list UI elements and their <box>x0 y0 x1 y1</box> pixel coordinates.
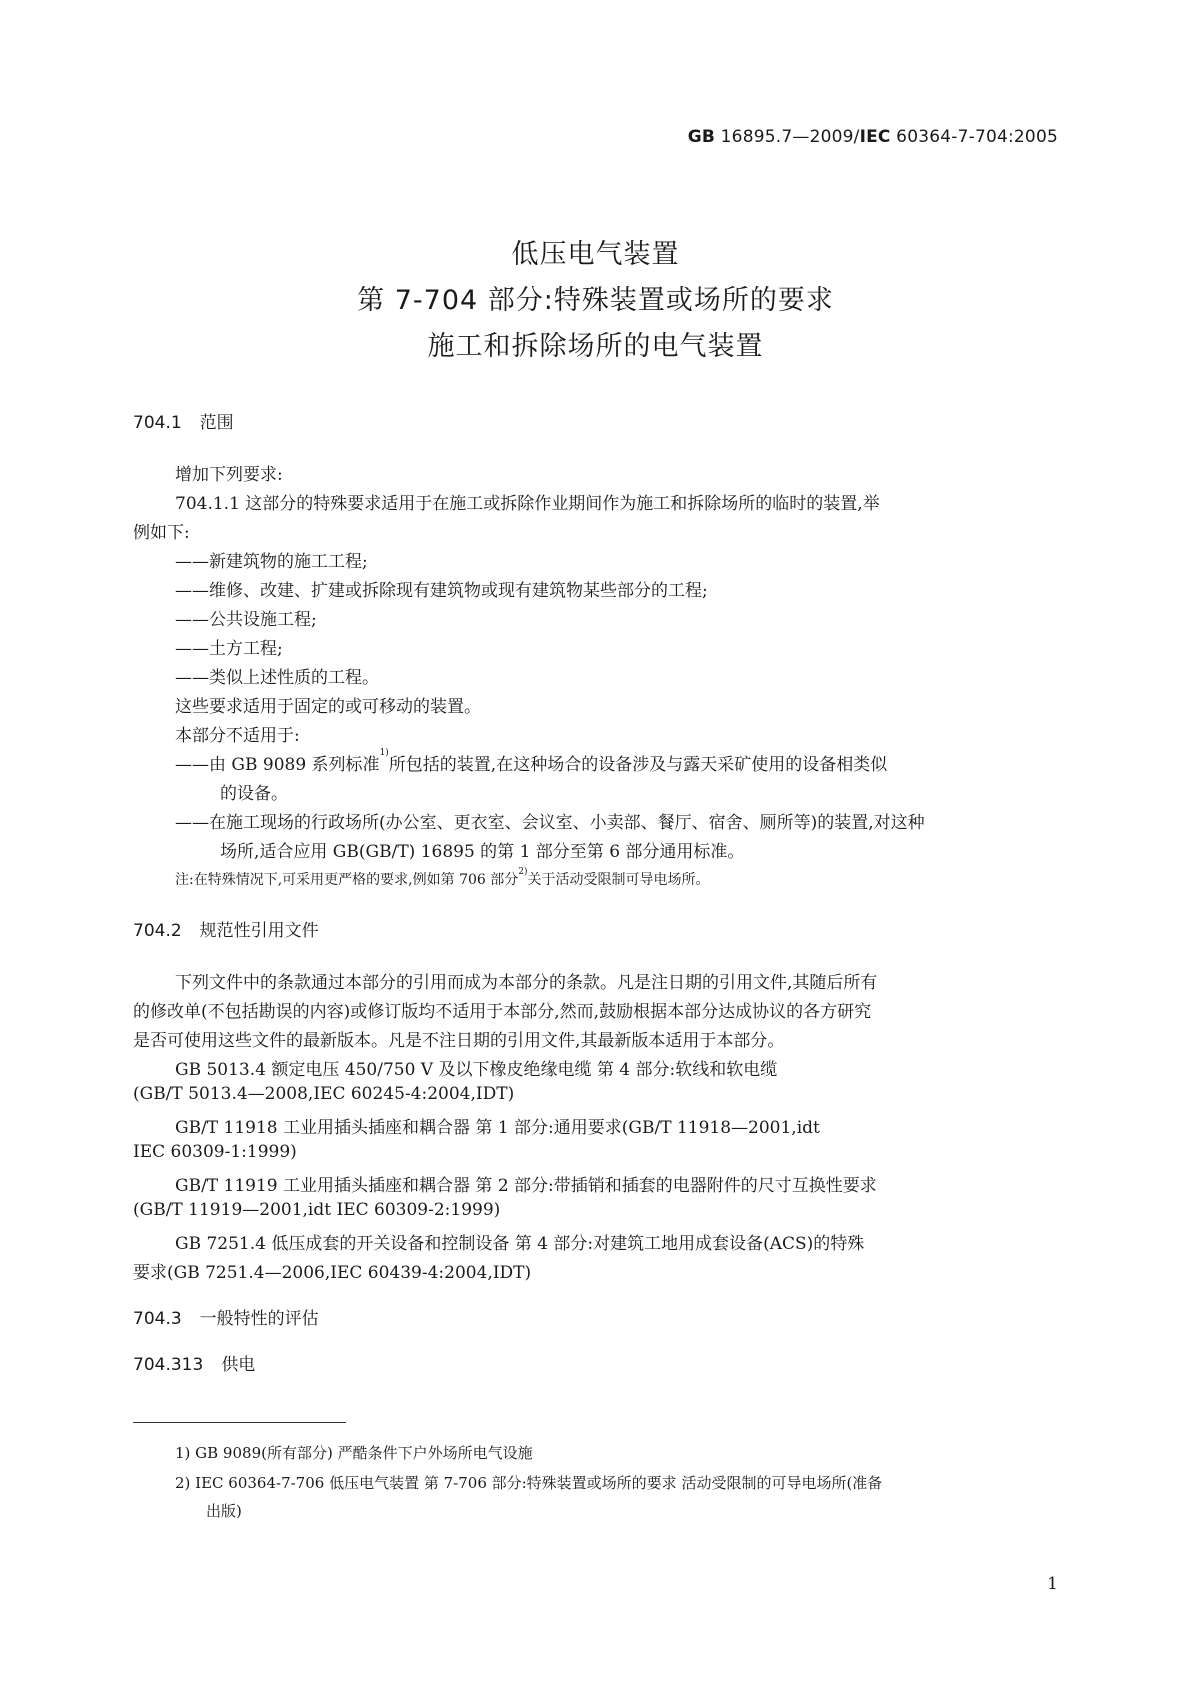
section-number: 704.2 <box>133 921 182 941</box>
section-title: 规范性引用文件 <box>199 921 319 941</box>
note-text: 关于活动受限制可导电场所。 <box>527 872 710 888</box>
section-heading-704-2 <box>133 916 319 941</box>
section-heading-704-3 <box>133 1304 319 1329</box>
std-iec: IEC <box>859 127 891 147</box>
footnote-2: 2) IEC 60364-7-706 低压电气装置 第 7-706 部分:特殊装置或场所的要求 活动受限制的可导电场所(准备 <box>175 1474 883 1492</box>
reference-item: GB 5013.4 额定电压 450/750 V 及以下橡皮绝缘电缆 第 4 部分:软线和软电缆 <box>175 1060 778 1080</box>
exclusion-item-cont: 场所,适合应用 GB(GB/T) 16895 的第 1 部分至第 6 部分通用标准。 <box>220 842 745 862</box>
note <box>175 869 710 889</box>
exclusion-text: 所包括的装置,在这种场合的设备涉及与露天采矿使用的设备相类似 <box>388 755 888 775</box>
paragraph-cont: 是否可使用这些文件的最新版本。凡是不注日期的引用文件,其最新版本适用于本部分。 <box>133 1031 785 1051</box>
footnote-ref: 2) <box>518 867 528 877</box>
footnote-divider <box>133 1422 346 1423</box>
list-item: ——类似上述性质的工程。 <box>175 668 379 688</box>
list-item: ——公共设施工程; <box>175 610 317 630</box>
section-title: 范围 <box>199 413 234 433</box>
section-heading-704-313 <box>133 1350 255 1375</box>
title-line-3: 施工和拆除场所的电气装置 <box>427 331 764 362</box>
clause-704-1-1-cont: 例如下: <box>133 523 190 543</box>
section-number: 704.1 <box>133 413 182 433</box>
standard-number <box>688 127 1058 147</box>
reference-item-cont: 要求(GB 7251.4—2006,IEC 60439-4:2004,IDT) <box>133 1263 532 1283</box>
list-item: ——维修、改建、扩建或拆除现有建筑物或现有建筑物某些部分的工程; <box>175 581 708 601</box>
reference-item-cont: IEC 60309-1:1999) <box>133 1142 297 1162</box>
reference-item-cont: (GB/T 11919—2001,idt IEC 60309-2:1999) <box>133 1200 501 1220</box>
list-item: ——新建筑物的施工工程; <box>175 552 368 572</box>
section-number: 704.3 <box>133 1309 182 1329</box>
paragraph: 这些要求适用于固定的或可移动的装置。 <box>175 697 481 717</box>
list-item: ——土方工程; <box>175 639 283 659</box>
page-number: 1 <box>1047 1574 1058 1594</box>
paragraph-cont: 的修改单(不包括勘误的内容)或修订版均不适用于本部分,然而,鼓励根据本部分达成协议的各方研究 <box>133 1002 872 1022</box>
exclusion-item-cont: 的设备。 <box>220 784 288 804</box>
footnote-ref: 1) <box>379 748 389 758</box>
reference-item: GB 7251.4 低压成套的开关设备和控制设备 第 4 部分:对建筑工地用成套设备(ACS)的特殊 <box>175 1234 865 1254</box>
reference-item-cont: (GB/T 5013.4—2008,IEC 60245-4:2004,IDT) <box>133 1084 515 1104</box>
std-rest-1: 16895.7—2009/ <box>715 127 860 147</box>
title-line-2: 第 7-704 部分:特殊装置或场所的要求 <box>357 285 834 316</box>
section-title: 供电 <box>221 1355 256 1375</box>
exclusion-item <box>175 750 887 775</box>
section-heading-704-1 <box>133 408 234 433</box>
std-rest-2: 60364-7-704:2005 <box>890 127 1058 147</box>
section-title: 一般特性的评估 <box>199 1309 319 1329</box>
title-line-1: 低压电气装置 <box>511 239 680 270</box>
paragraph: 本部分不适用于: <box>175 726 300 746</box>
note-text: 注:在特殊情况下,可采用更严格的要求,例如第 706 部分 <box>175 872 519 888</box>
paragraph: 下列文件中的条款通过本部分的引用而成为本部分的条款。凡是注日期的引用文件,其随后所有 <box>175 973 878 993</box>
exclusion-text: ——由 GB 9089 系列标准 <box>175 755 380 775</box>
clause-704-1-1: 704.1.1 这部分的特殊要求适用于在施工或拆除作业期间作为施工和拆除场所的临时的装置,举 <box>175 494 880 514</box>
paragraph: 增加下列要求: <box>175 465 283 485</box>
exclusion-item: ——在施工现场的行政场所(办公室、更衣室、会议室、小卖部、餐厅、宿舍、厕所等)的装置,对这种 <box>175 813 925 833</box>
footnote-2-cont: 出版) <box>206 1502 242 1520</box>
footnote-1: 1) GB 9089(所有部分) 严酷条件下户外场所电气设施 <box>175 1444 533 1462</box>
reference-item: GB/T 11919 工业用插头插座和耦合器 第 2 部分:带插销和插套的电器附件的尺寸互换性要求 <box>175 1176 877 1196</box>
std-gb: GB <box>687 127 716 147</box>
reference-item: GB/T 11918 工业用插头插座和耦合器 第 1 部分:通用要求(GB/T 11918—2001,idt <box>175 1118 820 1138</box>
section-number: 704.313 <box>133 1355 204 1375</box>
